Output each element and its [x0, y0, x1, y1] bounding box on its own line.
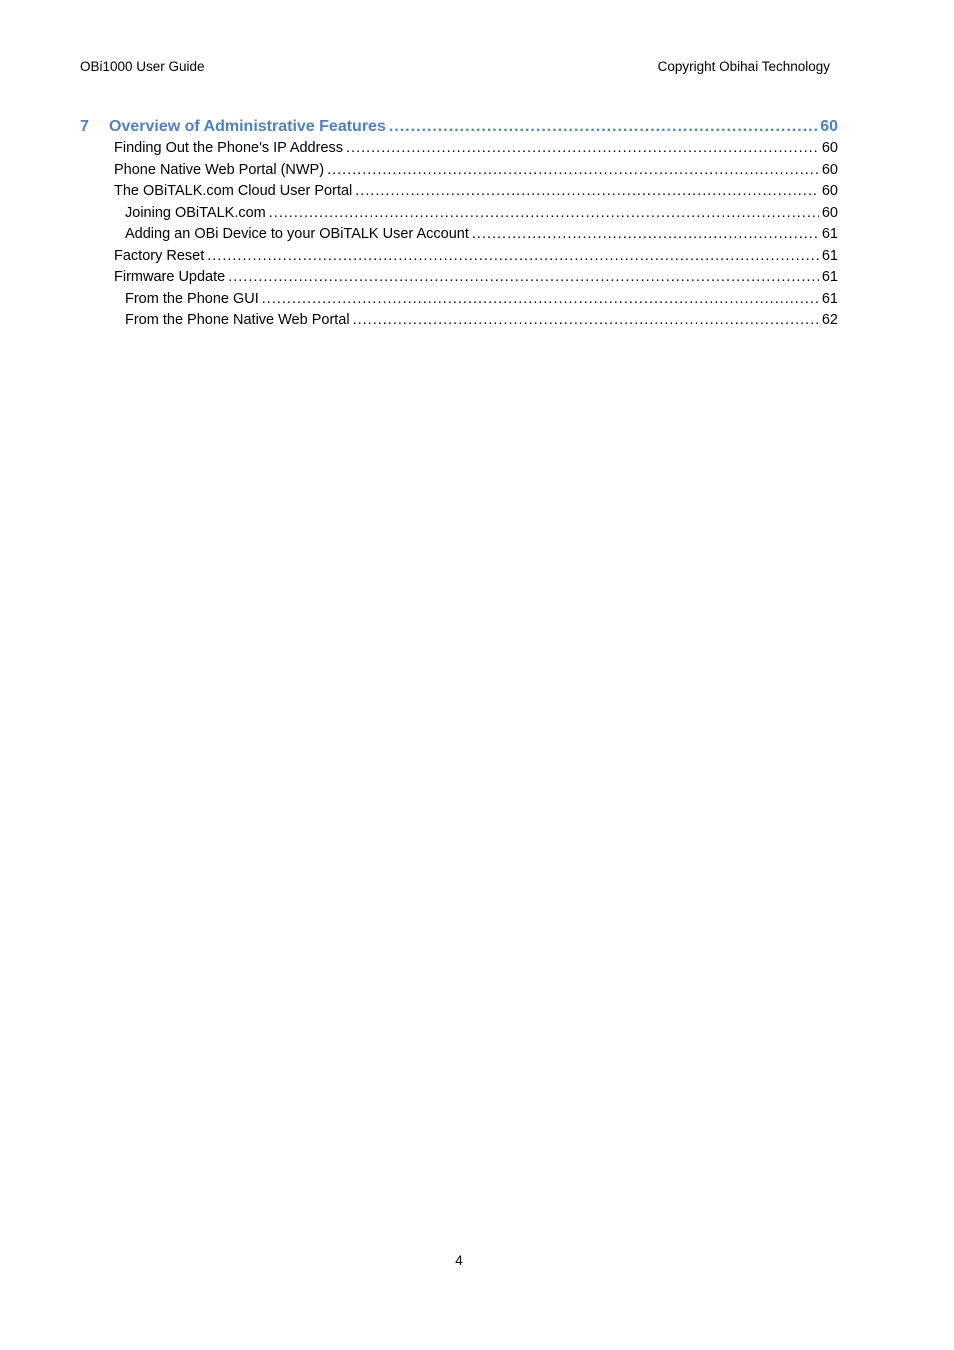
copyright-notice: Copyright Obihai Technology — [657, 59, 830, 74]
toc-section-heading[interactable] — [80, 118, 838, 140]
toc-dot-leader — [353, 312, 819, 328]
toc-entry-page: 61 — [821, 290, 838, 307]
toc-dot-leader — [262, 291, 819, 307]
toc-entry-firmware-update[interactable] — [80, 269, 838, 291]
page-number: 4 — [455, 1253, 463, 1268]
toc-dot-leader — [472, 226, 819, 242]
toc-entry-page: 62 — [821, 312, 838, 328]
toc-entry-page: 61 — [821, 226, 838, 242]
toc-dot-leader — [355, 183, 819, 199]
toc-entry-title: Adding an OBi Device to your OBiTALK User Account — [125, 226, 469, 242]
toc-dot-leader — [269, 205, 819, 221]
toc-entry-title: Joining OBiTALK.com — [125, 204, 266, 221]
toc-section-number: 7 — [80, 118, 89, 135]
toc-entry-page: 60 — [821, 161, 838, 178]
toc-entry-page: 60 — [821, 183, 838, 199]
toc-dot-leader — [346, 140, 819, 156]
document-title: OBi1000 User Guide — [80, 59, 205, 74]
toc-dot-leader — [327, 162, 819, 178]
toc-entry-joining-obitalk[interactable] — [80, 205, 838, 227]
toc-entry-page: 61 — [821, 269, 838, 285]
toc-section-title: Overview of Administrative Features — [109, 118, 386, 135]
toc-dot-leader — [207, 248, 819, 264]
toc-entry-title: From the Phone Native Web Portal — [125, 312, 350, 328]
toc-entry-title: Firmware Update — [114, 269, 226, 285]
toc-entry-adding-device[interactable] — [80, 226, 838, 248]
toc-entry-title: From the Phone GUI — [125, 290, 259, 307]
toc-entry-factory-reset[interactable] — [80, 248, 838, 270]
page-header — [80, 59, 830, 77]
toc-dot-leader — [228, 269, 819, 285]
toc-entry-finding-ip[interactable] — [80, 140, 838, 162]
toc-entry-title: Phone Native Web Portal (NWP) — [114, 161, 325, 178]
toc-entry-page: 61 — [821, 247, 838, 264]
toc-entry-page: 60 — [821, 140, 838, 156]
toc-entry-page: 60 — [821, 204, 838, 221]
toc-section-page: 60 — [820, 118, 838, 135]
toc-dot-leader — [389, 118, 817, 136]
toc-entry-cloud-user-portal[interactable] — [80, 183, 838, 205]
table-of-contents — [80, 118, 838, 334]
toc-entry-title: Finding Out the Phone's IP Address — [114, 140, 344, 156]
toc-entry-from-phone-gui[interactable] — [80, 291, 838, 313]
toc-entry-from-native-web-portal[interactable] — [80, 312, 838, 334]
toc-entry-native-web-portal[interactable] — [80, 162, 838, 184]
toc-entry-title: The OBiTALK.com Cloud User Portal — [114, 183, 353, 199]
toc-entry-title: Factory Reset — [114, 247, 205, 264]
